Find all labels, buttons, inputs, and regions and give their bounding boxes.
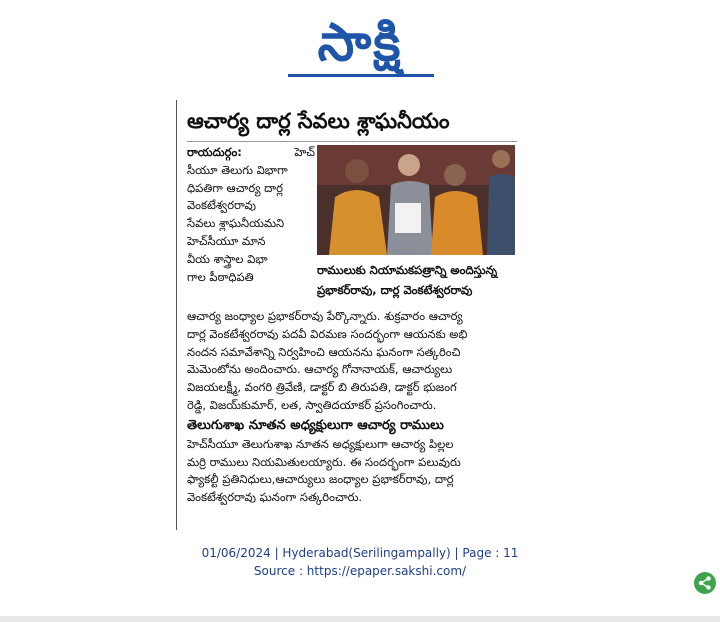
photo-caption [317,260,515,300]
first-line [187,144,315,162]
text-line: విజయలక్ష్మీ, వంగరి త్రివేణి, డాక్టర్ బి తిరుపతి, డాక్టర్ భుజంగ [187,380,457,395]
article-photo [317,145,515,255]
text-line: దార్ల వెంకటేశ్వరరావు పదవీ విరమణ సందర్భంగా ఆయనకు అభి [187,326,468,341]
text-line: హెచ్‌సీయూ మాన [187,233,266,248]
text-line: మెమెంటోను అందించారు. ఆచార్య గోనానాయక్, ఆచార్యులు [187,362,453,377]
bottom-bar [0,616,720,622]
masthead-underline [288,74,434,77]
dateline: రాయదుర్గం: [187,145,242,159]
article-headline: ఆచార్య దార్ల సేవలు శ్లాఘనీయం [187,109,450,133]
text-line: ఆచార్య జంధ్యాల ప్రభాకర్‌రావు పేర్కొన్నారు. శుక్రవారం ఆచార్య [187,309,463,323]
text-line: వీయ శాస్త్రాల విభా [187,251,268,266]
article-body [187,308,517,507]
caption-line: రాములుకు నియామకపత్రాన్ని అందిస్తున్న [317,263,498,277]
text-line: మర్రి రాములు నియమితులయ్యారు. ఈ సందర్భంగా పలువురు [187,454,461,469]
masthead-logo: సాక్షి [317,13,403,73]
text-line: నందన సమావేశాన్ని నిర్వహించి ఆయనను ఘనంగా సత్కరించి [187,344,461,359]
article-subheading: తెలుగుశాఖ నూతన అధ్యక్షులుగా ఆచార్య రాములు [187,417,444,433]
news-clipping [176,100,527,530]
caption-line: ప్రభాకర్‌రావు, దార్ల వెంకటేశ్వరరావు [317,283,473,297]
text-line: ఫ్యాకల్టీ ప్రతినిధులు,ఆచార్యులు జంధ్యాల ప్రభాకర్‌రావు, దార్ల [187,472,454,487]
text-line: గాల పీఠాధిపతి [187,269,254,284]
edition-info: 01/06/2024 | Hyderabad(Serilingampally) | Page : 11 [201,546,519,560]
text-line: రెడ్డి, విజయ్‌కుమార్, లత, స్వాతిదయాకర్ ప్రసంగించారు. [187,397,437,412]
text-line: సీయూ తెలుగు విభాగా [187,162,288,177]
text-line: వెంకటేశ్వరరావు [187,198,256,213]
text-line: సేవలు శ్లాఘనీయమని [187,216,285,231]
text-line: హెచ్ [294,145,315,159]
headline-divider [187,141,517,142]
source-link[interactable]: Source : https://epaper.sakshi.com/ [253,564,467,578]
text-line: ధిపతిగా ఆచార్య దార్ల [187,180,283,195]
text-line: వెంకటేశ్వరరావు ఘనంగా సత్కరించారు. [187,490,363,505]
text-line: హెచ్‌సీయూ తెలుగుశాఖ నూతన అధ్యక్షులుగా ఆచార్య పిల్లల [187,436,454,451]
article-left-column [187,144,315,286]
share-button[interactable] [694,572,716,594]
share-icon [694,572,716,594]
